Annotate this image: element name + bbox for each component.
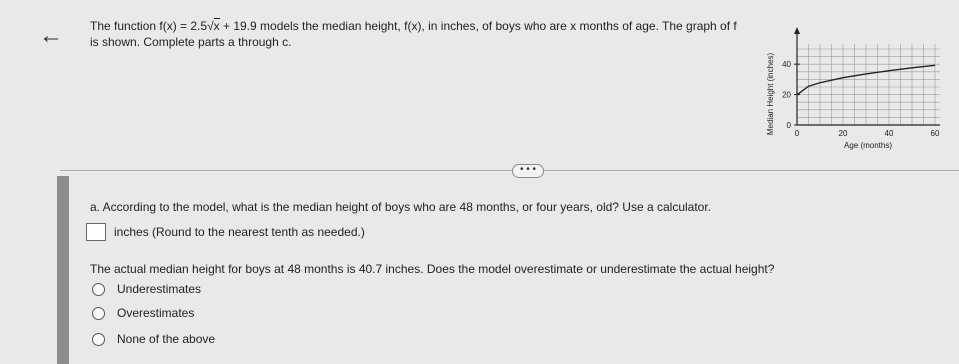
function-lhs: f(x) = 2.5 (159, 19, 208, 33)
problem-intro (90, 18, 780, 50)
intro-line-2: is shown. Complete parts a through c. (90, 35, 292, 49)
x-tick-label: 40 (884, 129, 894, 138)
part-b-question: The actual median height for boys at 48 months is 40.7 inches. Does the model overestimate or underestimate the actual height? (90, 262, 775, 276)
intro-text-pre: The function (90, 19, 160, 33)
intro-text-post: models the median height, f(x), in inches, of boys who are x months of age. The graph of f (256, 19, 737, 33)
answer-row (86, 223, 365, 241)
x-tick-label: 60 (930, 129, 940, 138)
section-divider (60, 170, 959, 171)
x-tick-label: 20 (838, 129, 848, 138)
option-overestimates[interactable] (92, 306, 194, 320)
scroll-indicator[interactable] (57, 176, 69, 364)
function-radicand: x (213, 19, 220, 33)
answer-hint: inches (Round to the nearest tenth as needed.) (114, 225, 365, 239)
x-axis-label: Age (months) (843, 141, 893, 150)
y-tick-label: 0 (786, 121, 791, 130)
answer-input[interactable] (86, 223, 106, 241)
expand-more-button[interactable]: • • • (512, 164, 544, 178)
radio-icon[interactable] (92, 333, 105, 346)
function-expression (159, 18, 256, 33)
y-tick-label: 20 (782, 90, 791, 100)
option-label: None of the above (117, 332, 216, 346)
function-rhs: + 19.9 (219, 19, 257, 33)
sqrt-icon: √ (207, 19, 214, 33)
option-underestimates[interactable] (92, 282, 201, 296)
part-a-question: a. According to the model, what is the median height of boys who are 48 months, or four years, old? Use a calculator. (90, 200, 712, 214)
x-tick-label: 0 (794, 129, 800, 138)
intro-line-1 (90, 18, 780, 34)
radio-icon[interactable] (92, 283, 105, 296)
option-label: Underestimates (117, 282, 202, 296)
y-axis-label: Median Height (inches) (766, 52, 775, 136)
option-label: Overestimates (117, 306, 195, 320)
option-none-of-the-above[interactable] (92, 332, 215, 346)
y-tick-label: 40 (782, 60, 791, 70)
radio-icon[interactable] (92, 307, 105, 320)
back-arrow-icon[interactable]: ← (39, 22, 63, 49)
height-graph[interactable] (760, 24, 959, 154)
